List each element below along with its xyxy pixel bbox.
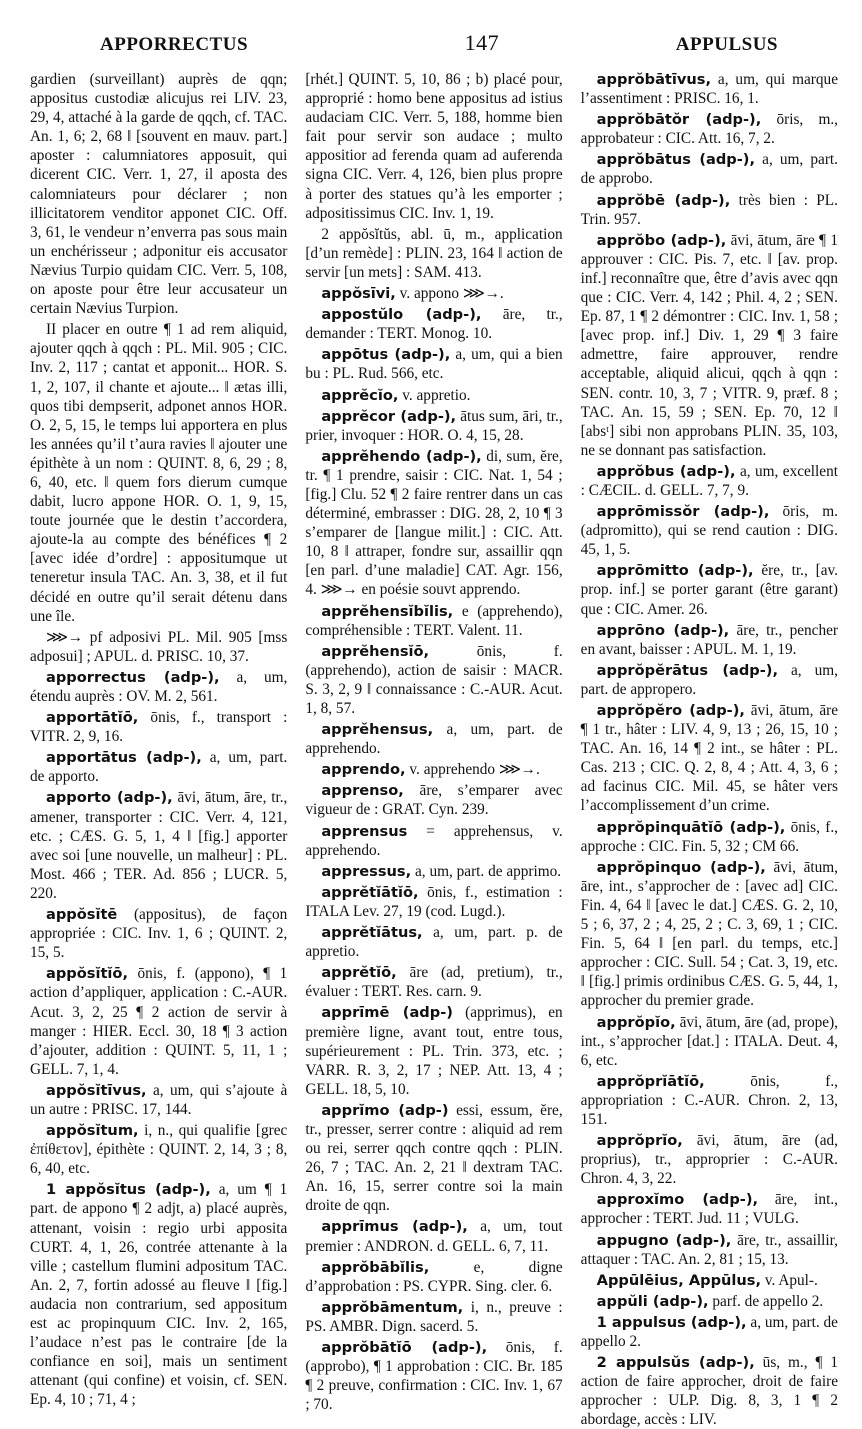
- entry-definition: a, um, part. de appropero.: [580, 661, 838, 698]
- entry-headword: appŏsĭtē: [46, 906, 118, 924]
- entry-definition: e, digne d’approbation : PS. CYPR. Sing. cler. 6.: [305, 1258, 563, 1295]
- entry-definition: ōnis, f. (approbo), ¶ 1 approbation : CIC. Br. 185 ¶ 2 preuve, confirmation : CIC. Inv. 1, 67 ; 70.: [305, 1339, 563, 1414]
- entry-definition: āvi, ātum, āre (ad, prope), int., s’approcher [dat.] : ITALA. Deut. 4, 6, etc.: [580, 1013, 838, 1069]
- entry-definition: v. Apul-.: [764, 1271, 818, 1289]
- column-1: [30, 70, 288, 1409]
- entry-definition: āre (ad, pretium), tr., évaluer : TERT. Res. carn. 9.: [305, 964, 563, 1001]
- dictionary-entry: [581, 701, 838, 816]
- dictionary-entry: [305, 1338, 562, 1414]
- entry-headword: apprŏpinquātĭō (adp-),: [596, 818, 786, 836]
- entry-headword: apprĕtĭātus,: [321, 924, 423, 942]
- entry-definition: āre, tr., assaillir, attaquer : TAC. An. 2, 81 ; 15, 13.: [580, 1231, 838, 1268]
- dictionary-entry: [581, 1292, 838, 1311]
- entry-definition: ōris, m., approbateur : CIC. Att. 16, 7, 2.: [580, 111, 838, 148]
- entry-headword: apprendo,: [321, 761, 406, 779]
- entry-definition: parf. de appello 2.: [712, 1292, 824, 1310]
- dictionary-entry: [305, 1217, 562, 1255]
- entry-headword: 1 appŏsĭtus (adp-),: [46, 1181, 211, 1199]
- dictionary-entry: [581, 561, 838, 618]
- entry-headword: apprŏpĕro (adp-),: [596, 702, 745, 719]
- entry-definition: ūs, m., ¶ 1 action de faire approcher, droit de faire approcher : ULP. Dig. 8, 3, 1 ¶ 2 abordage, accès : LIV.: [580, 1354, 838, 1429]
- entry-definition: v. appono ⋙→.: [399, 285, 504, 303]
- entry-headword: apprensus: [321, 822, 408, 840]
- entry-headword: appŏsĭtĭō,: [46, 965, 129, 983]
- entry-headword: apprĕtĭātĭō,: [321, 883, 419, 901]
- entry-headword: apprĕcĭo,: [321, 386, 399, 404]
- column-2: [305, 70, 563, 1414]
- entry-definition: ĕre, tr., [av. prop. inf.] se porter garant (être garant) que : CIC. Amer. 26.: [580, 562, 838, 618]
- entry-definition: essi, essum, ĕre, tr., presser, serrer contre : aliquid ad rem ou rei, serrer qqch contre qqch : PLIN. 26, 7 ; TAC. An. 2, 21 ‖ dextram TAC. An. 16, 15, serrer contre soi la main droite de qqn.: [305, 1101, 563, 1215]
- columns: [30, 70, 838, 1429]
- entry-definition: ōnis, f. (appono), ¶ 1 action d’appliquer, application : C.-AUR. Acut. 3, 2, 25 ¶ 2 action de servir à manger : HIER. Eccl. 30, 18 ¶ 3 action d’ajouter, addition : QUINT. 5, 11, 1 ; GELL. 7, 1, 4.: [30, 965, 288, 1078]
- entry-headword: 1 appulsus (adp-),: [596, 1313, 747, 1331]
- entry-headword: appōtus (adp-),: [321, 346, 451, 364]
- dictionary-entry: [305, 70, 562, 223]
- dictionary-entry: [581, 1231, 838, 1269]
- entry-headword: apprĕcor (adp-),: [321, 407, 457, 425]
- entry-definition: ōnis, f., estimation : ITALA Lev. 27, 19 (cod. Lugd.).: [305, 883, 563, 920]
- page-header: [30, 30, 838, 70]
- entry-headword: apprŏbē (adp-),: [596, 191, 731, 209]
- dictionary-entry: [581, 70, 838, 108]
- dictionary-entry: [581, 1072, 838, 1129]
- dictionary-entry: [305, 963, 562, 1001]
- entry-headword: apprōmissŏr (adp-),: [596, 503, 770, 521]
- entry-definition: II placer en outre ¶ 1 ad rem aliquid, ajouter qqch à qqch : PL. Mil. 905 ; CIC. Inv. 2, 117 ; cantat et apponit... HOR. S. 1, 2, 107, il chante et ajoute... ‖ ætas illi, quos tibi dempserit, adponet annos HOR. O. 2, 5, 15, le temps lui apportera en plus les années qu’il t’aura ravies ‖ ajouter une épithète à un nom : QUINT. 8, 6, 29 ; 8, 6, 40, etc. ‖ quem fors dierum cumque dabit, lucro appone HOR. O. 1, 9, 15, toute journée que le destin t’accordera, ajoute-la au compte des bénéfices ¶ 2 [avec idée d’ordre] : appositumque ut teneretur insula TAC. An. 3, 38, et il fut décidé en outre qu’il serait détenu dans une île.: [30, 321, 288, 625]
- entry-headword: apprĕhensĭbĭlis,: [321, 602, 454, 620]
- dictionary-entry: [581, 1131, 838, 1188]
- entry-headword: appŭli (adp-),: [596, 1292, 709, 1310]
- dictionary-entry: [581, 1353, 838, 1429]
- dictionary-entry: [581, 462, 838, 500]
- entry-headword: apprĭmo (adp-): [321, 1101, 449, 1119]
- entry-definition: a, um, part. de appello 2.: [580, 1313, 838, 1350]
- entry-headword: apprōmitto (adp-),: [596, 562, 754, 580]
- entry-headword: apprŏpinquo (adp-),: [596, 858, 766, 876]
- entry-headword: appŏsĭtīvus,: [46, 1081, 147, 1099]
- entry-definition: ⋙→ pf adposivi PL. Mil. 905 [mss adposui] ; APUL. d. PRISC. 10, 37.: [30, 628, 288, 665]
- dictionary-entry: [305, 447, 562, 600]
- entry-definition: a, um, part. de apporto.: [30, 749, 288, 786]
- dictionary-entry: [305, 720, 562, 758]
- entry-headword: apprŏbo (adp-),: [596, 231, 727, 249]
- entry-definition: très bien : PL. Trin. 957.: [580, 191, 838, 228]
- entry-definition: āvi, ātum, āre ¶ 1 approuver : CIC. Pis. 7, etc. ‖ [av. prop. inf.] reconnaître que, être d’avis avec qqn que : CIC. Verr. 4, 142 ; Phil. 4, 2 ; SEN. Ep. 87, 1 ¶ 2 démontrer : CIC. Inv. 1, 58 ; [avec prop. inf.] Div. 1, 29 ¶ 3 faire admettre, faire approuver, rendre acceptable, aliquid alicui, qqch à qqn : SEN. contr. 10, 3, 7 ; VITR. 9, præf. 8 ; TAC. An. 15, 59 ; SEN. Ep. 70, 12 ‖ [absᵗ] sibi non approbans PLIN. 35, 103, ne se donnant pas satisfaction.: [580, 231, 838, 459]
- entry-definition: āvi, ātum, āre ¶ 1 tr., hâter : LIV. 4, 9, 13 ; 26, 15, 10 ; TAC. An. 16, 14 ¶ 2 int., se hâter : PL. Cas. 213 ; CIC. Q. 2, 8, 4 ; Att. 4, 3, 6 ; ad facinus CIC. Mil. 45, se hâter vers l’accomplissement d’un crime.: [580, 702, 838, 815]
- entry-definition: āvi, ātum, āre, int., s’approcher de : [avec ad] CIC. Fin. 4, 64 ‖ [avec le dat.] CÆS. G. 2, 10, 5 ; 6, 37, 2 ; 4, 25, 2 ; C. 3, 69, 1 ; CIC. Fin. 5, 64 ‖ [en parl. du temps, etc.] approcher : CIC. Sull. 54 ; Cat. 3, 19, etc. ‖ [fig.] primis ordinibus CÆS. G. 5, 44, 1, approcher du premier grade.: [580, 858, 838, 1010]
- entry-definition: ōnis, f., transport : VITR. 2, 9, 16.: [30, 709, 288, 746]
- dictionary-entry: [305, 345, 562, 383]
- dictionary-entry: [581, 191, 838, 229]
- entry-headword: apprenso,: [321, 782, 404, 800]
- entry-headword: apportātĭō,: [46, 709, 139, 727]
- dictionary-entry: [305, 1258, 562, 1296]
- entry-definition: (appositus), de façon appropriée : CIC. Inv. 1, 6 ; QUINT. 2, 15, 5.: [30, 906, 288, 962]
- dictionary-entry: [305, 305, 562, 343]
- dictionary-entry: [305, 822, 562, 860]
- entry-definition: e (apprehendo), compréhensible : TERT. Valent. 11.: [305, 602, 563, 639]
- entry-headword: approxĭmo (adp-),: [596, 1191, 759, 1209]
- dictionary-entry: [305, 781, 562, 819]
- entry-definition: = apprehensus, v. apprehendo.: [305, 822, 563, 859]
- header-left-headword: APPORRECTUS: [100, 34, 249, 55]
- dictionary-entry: [30, 668, 287, 706]
- entry-headword: apprĕhendo (adp-),: [321, 447, 482, 465]
- dictionary-entry: [305, 284, 562, 303]
- entry-headword: apprĕhensus,: [321, 721, 434, 739]
- column-3: [580, 70, 838, 1429]
- dictionary-entry: [30, 1180, 287, 1409]
- entry-headword: appugno (adp-),: [596, 1231, 732, 1249]
- entry-headword: apprĕhensĭō,: [321, 642, 430, 660]
- entry-definition: v. apprehendo ⋙→.: [409, 761, 540, 779]
- entry-headword: apprŏpĭo,: [596, 1013, 676, 1031]
- dictionary-entry: [30, 628, 287, 666]
- entry-definition: a, um, tout premier : ANDRON. d. GELL. 6, 7, 11.: [305, 1218, 563, 1255]
- dictionary-entry: [30, 1121, 287, 1178]
- entry-definition: di, sum, ĕre, tr. ¶ 1 prendre, saisir : CIC. Nat. 1, 54 ; [fig.] Clu. 52 ¶ 2 faire rentrer dans un cas déterminé, embrasser : DIG. 28, 2, 10 ¶ 3 s’emparer de [langue milit.] : CIC. Att. 10, 8 ‖ attraper, fondre sur, assaillir qqn [en parl. d’une maladie] CAT. Agr. 156, 4. ⋙→ en poésie souvt apprendo.: [305, 447, 563, 599]
- page-number: 147: [464, 30, 500, 55]
- entry-headword: apprŏbus (adp-),: [596, 462, 736, 480]
- dictionary-entry: [305, 923, 562, 961]
- entry-definition: a, um, part. de approbo.: [580, 151, 838, 188]
- dictionary-entry: [305, 862, 562, 881]
- entry-definition: v. appretio.: [402, 386, 471, 404]
- entry-headword: apprŏpĕrātus (adp-),: [596, 661, 778, 679]
- entry-definition: a, um, étendu auprès : OV. M. 2, 561.: [30, 668, 288, 705]
- entry-definition: a, um ¶ 1 part. de appono ¶ 2 adjt, a) placé auprès, attenant, voisin : regio urbi apposita CURT. 4, 1, 26, contrée attenante à la ville ; castellum flumini adpositum TAC. An. 2, 7, fortin adossé au fleuve ‖ [fig.] audacia non contrarium, sed appositum est ac propinquum CIC. Inv. 2, 165, l’audace n’est pas le contraire [de la confiance en soi], mais un sentiment attenant (qui confine) et voisin, cf. SEN. Ep. 4, 10 ; 71, 4 ;: [30, 1181, 288, 1409]
- dictionary-entry: [30, 748, 287, 786]
- dictionary-entry: [305, 1101, 562, 1216]
- dictionary-entry: [30, 905, 287, 962]
- entry-headword: appŏsīvi,: [321, 285, 396, 303]
- entry-definition: gardien (surveillant) auprès de qqn; appositus custodiæ alicujus rei LIV. 23, 29, 4, attaché à la garde de qqch, cf. TAC. An. 1, 6; 2, 68 ‖ [souvent en mauv. part.] aposter : calumniatores apposuit, qui dicerent CIC. Verr. 1, 27, il aposta des calomniateurs pour déclarer ; non illicitatorem venditor apponet CIC. Off. 3, 61, le vendeur n’enverra pas sous main un enchérisseur ; adponitur eis accusator Nævius Turpio quidam CIC. Verr. 5, 108, on aposte pour être leur accusateur un certain Nævius Turpion.: [30, 71, 288, 318]
- entry-definition: āvi, ātum, āre (ad, proprius), tr., approprier : C.-AUR. Chron. 4, 3, 22.: [580, 1132, 838, 1188]
- entry-headword: apprōno (adp-),: [596, 621, 730, 639]
- entry-definition: ātus sum, āri, tr., prier, invoquer : HOR. O. 4, 15, 28.: [305, 407, 563, 444]
- dictionary-entry: [30, 70, 287, 318]
- entry-definition: āvi, ātum, āre, tr., amener, transporter : CIC. Verr. 4, 121, etc. ; CÆS. G. 5, 1, 4 ‖ [fig.] apporter avec soi [une nouvelle, un malheur] : PL. Most. 466 ; TER. Ad. 856 ; LUCR. 5, 220.: [30, 789, 288, 902]
- dictionary-entry: [581, 1013, 838, 1070]
- entry-headword: apprŏprĭo,: [596, 1132, 683, 1150]
- dictionary-entry: [581, 1271, 838, 1290]
- entry-definition: a, um, qui a bien bu : PL. Rud. 566, etc.: [305, 346, 563, 383]
- entry-headword: appŏsĭtum,: [46, 1122, 139, 1140]
- entry-headword: Appūlēius, Appūlus,: [596, 1271, 762, 1289]
- dictionary-entry: [305, 642, 562, 718]
- dictionary-entry: [30, 320, 287, 626]
- dictionary-entry: [305, 760, 562, 779]
- entry-definition: ōris, m. (adpromitto), qui se rend caution : DIG. 45, 1, 5.: [580, 503, 838, 559]
- entry-headword: apprŏbātus (adp-),: [596, 151, 756, 169]
- entry-definition: a, um, excellent : CÆCIL. d. GELL. 7, 7, 9.: [580, 462, 838, 499]
- dictionary-entry: [30, 1081, 287, 1119]
- entry-definition: i, n., preuve : PS. AMBR. Dign. sacerd. 5.: [305, 1298, 563, 1335]
- entry-definition: a, um, part. p. de appretio.: [305, 924, 563, 961]
- entry-headword: apprŏbātīvus,: [596, 71, 712, 88]
- entry-definition: a, um, part. de apprehendo.: [305, 721, 563, 758]
- entry-definition: āre, int., approcher : TERT. Jud. 11 ; VULG.: [580, 1191, 838, 1228]
- entry-definition: āre, tr., demander : TERT. Monog. 10.: [305, 306, 563, 343]
- entry-headword: apporrectus (adp-),: [46, 668, 220, 686]
- dictionary-entry: [305, 602, 562, 640]
- dictionary-entry: [581, 231, 838, 460]
- entry-headword: apprĕtĭō,: [321, 964, 397, 982]
- dictionary-entry: [305, 407, 562, 445]
- entry-headword: apprŏbātĭō (adp-),: [321, 1339, 488, 1356]
- dictionary-entry: [581, 1313, 838, 1351]
- dictionary-entry: [305, 883, 562, 921]
- entry-definition: [rhét.] QUINT. 5, 10, 86 ; b) placé pour, approprié : homo bene appositus ad istius audaciam CIC. Verr. 5, 188, homme bien fait pour servir son audace ; multo appositior ad ferenda quam ad auferenda signa CIC. Verr. 4, 126, bien plus propre à porter des statues qu’à les emporter ; adpositissimus CIC. Inv. 1, 19.: [305, 71, 563, 222]
- entry-headword: apprŏbātŏr (adp-),: [596, 111, 762, 129]
- dictionary-entry: [30, 708, 287, 746]
- entry-definition: ōnis, f., approche : CIC. Fin. 5, 32 ; CM 66.: [580, 818, 838, 855]
- entry-headword: appressus,: [321, 862, 412, 880]
- dictionary-entry: [30, 788, 287, 903]
- entry-headword: apporto (adp-),: [46, 789, 173, 807]
- dictionary-entry: [581, 818, 838, 856]
- entry-headword: apprīmē (adp-): [321, 1004, 453, 1022]
- entry-definition: i, n., qui qualifie [grec ἐπίθετον], épithète : QUINT. 2, 14, 3 ; 8, 6, 40, etc.: [30, 1122, 288, 1178]
- entry-headword: apprīmus (adp-),: [321, 1218, 468, 1236]
- entry-headword: 2 appulsŭs (adp-),: [596, 1354, 755, 1372]
- entry-headword: apprŏprĭātĭō,: [596, 1072, 705, 1090]
- entry-headword: apportātus (adp-),: [46, 749, 202, 767]
- entry-definition: a, um, qui marque l’assentiment : PRISC. 16, 1.: [580, 71, 838, 108]
- dictionary-entry: [581, 858, 838, 1011]
- dictionary-entry: [305, 1003, 562, 1098]
- entry-definition: a, um, qui s’ajoute à un autre : PRISC. 17, 144.: [30, 1081, 288, 1118]
- dictionary-entry: [581, 621, 838, 659]
- dictionary-entry: [581, 1190, 838, 1228]
- entry-definition: āre, tr., pencher en avant, baisser : APUL. M. 1, 19.: [580, 621, 838, 658]
- dictionary-entry: [305, 1298, 562, 1336]
- dictionary-entry: [30, 964, 287, 1079]
- entry-definition: āre, s’emparer avec vigueur de : GRAT. Cyn. 239.: [305, 782, 563, 819]
- entry-definition: (apprimus), en première ligne, avant tout, entre tous, supérieurement : PL. Trin. 373, etc. ; VARR. R. 3, 2, 17 ; NEP. Att. 13, 4 ; GELL. 18, 5, 10.: [305, 1004, 563, 1098]
- entry-headword: appostŭlo (adp-),: [321, 306, 482, 324]
- dictionary-entry: [581, 110, 838, 148]
- dictionary-entry: [581, 150, 838, 188]
- entry-definition: a, um, part. de apprimo.: [415, 862, 562, 880]
- dictionary-entry: [305, 386, 562, 405]
- entry-definition: ōnis, f., appropriation : C.-AUR. Chron. 2, 13, 151.: [580, 1072, 838, 1128]
- entry-definition: 2 appŏsĭtŭs, abl. ū, m., application [d’un remède] : PLIN. 23, 164 ‖ action de servir [un mets] : SAM. 413.: [305, 225, 563, 281]
- dictionary-entry: [581, 502, 838, 559]
- entry-headword: apprŏbāmentum,: [321, 1298, 464, 1316]
- dictionary-entry: [581, 661, 838, 699]
- entry-definition: ōnis, f. (apprehendo), action de saisir : MACR. S. 3, 2, 9 ‖ connaissance : C.-AUR. Acut. 1, 8, 57.: [305, 642, 563, 717]
- dictionary-entry: [305, 225, 562, 282]
- entry-headword: apprŏbābĭlis,: [321, 1258, 430, 1276]
- header-right-headword: APPULSUS: [675, 34, 778, 55]
